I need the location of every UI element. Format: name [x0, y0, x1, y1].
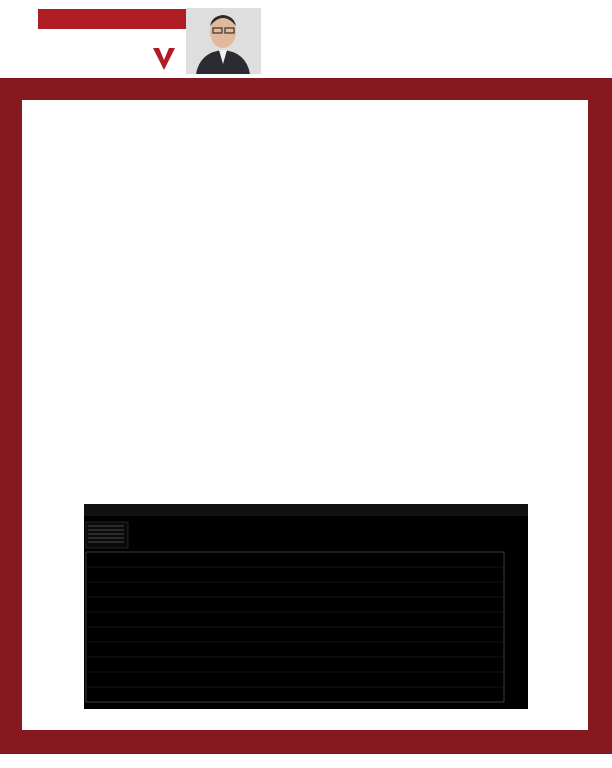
text-column-1 [84, 210, 236, 228]
chart-grid [86, 567, 504, 687]
club-name [38, 37, 41, 47]
chart-svg [84, 504, 528, 709]
series-aud-line [86, 572, 504, 624]
series-eur-line [86, 570, 504, 626]
author-photo [186, 8, 261, 74]
series-cad-line [86, 574, 504, 699]
section-bar [38, 9, 188, 29]
series-gbp-line [86, 574, 504, 679]
currency-strength-chart [84, 504, 528, 709]
text-column-3 [392, 210, 544, 228]
chart-date-strip [84, 504, 528, 516]
club-logo [152, 46, 176, 72]
series-usd-line [86, 562, 504, 634]
page-header [0, 0, 612, 78]
series-jpy-line [86, 606, 504, 699]
chart-legend-box [86, 522, 128, 548]
text-column-2 [238, 210, 390, 228]
series-nzd-line [86, 589, 504, 674]
